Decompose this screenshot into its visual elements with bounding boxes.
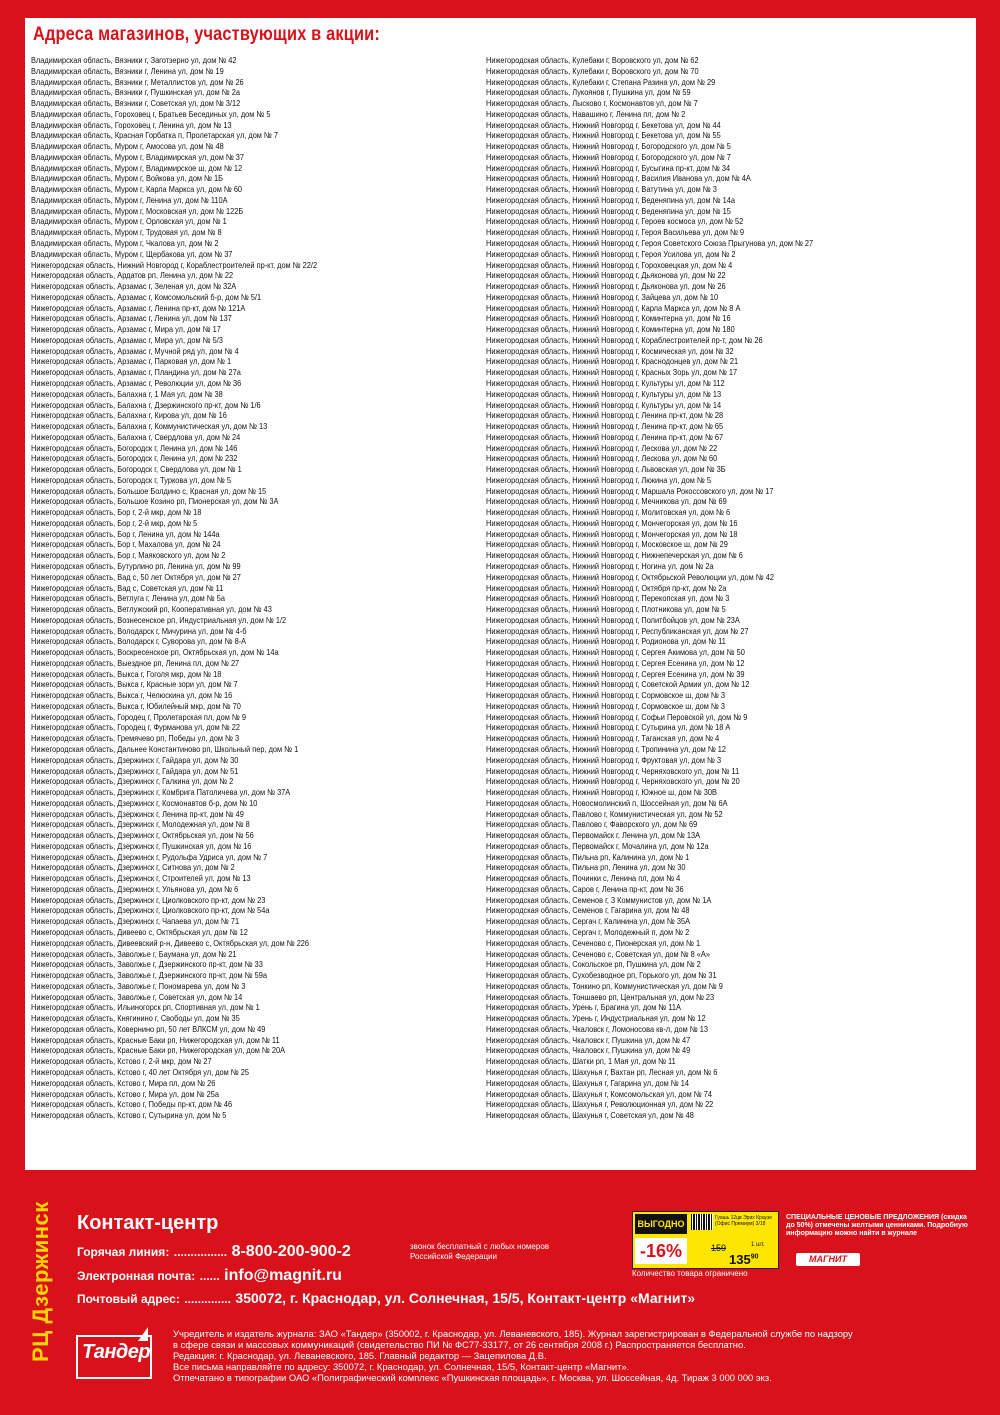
store-address: Нижегородская область, Семенов г, Гагарина ул, дом № 48 <box>486 905 690 916</box>
store-address: Нижегородская область, Нижний Новгород г, Сергея Есенина ул, дом № 12 <box>486 657 745 668</box>
store-address: Нижегородская область, Дзержинск г, Галкина ул, дом № 2 <box>31 776 234 787</box>
store-address: Нижегородская область, Кстово г, Мира пл, дом № 26 <box>31 1077 216 1088</box>
store-address: Нижегородская область, Нижний Новгород г, Мечникова ул, дом № 69 <box>486 496 727 507</box>
store-address: Нижегородская область, Дзержинск г, Ленина пр-кт, дом № 49 <box>31 808 244 819</box>
store-address: Нижегородская область, Нижний Новгород г, Черняховского ул, дом № 20 <box>486 776 740 787</box>
store-address: Нижегородская область, Дзержинск г, Строителей ул, дом № 13 <box>31 873 251 884</box>
store-address: Владимирская область, Муром г, Щербакова ул, дом № 37 <box>31 248 233 259</box>
store-address: Нижегородская область, Нижний Новгород г, Октября пр-кт, дом № 2а <box>486 582 727 593</box>
region-center-label: РЦ Дзержинск <box>28 1201 53 1362</box>
email-row <box>77 1267 342 1285</box>
store-address: Нижегородская область, Кулебаки г, Воровского ул, дом № 62 <box>486 55 699 65</box>
store-address: Нижегородская область, Сокольское рп, Пушкина ул, дом № 2 <box>486 959 701 970</box>
store-address: Нижегородская область, Нижний Новгород г, Космическая ул, дом № 32 <box>486 345 734 356</box>
store-address: Нижегородская область, Нижний Новгород г, Богородского ул, дом № 7 <box>486 151 731 162</box>
product-name: Гуашь 12цв Эрих Краузе (Офис Премиум) 3/18 <box>715 1215 773 1227</box>
store-address: Нижегородская область, Саров г, Ленина пр-кт, дом № 36 <box>486 883 684 894</box>
store-address: Нижегородская область, Нижний Новгород г, Карла Маркса ул, дом № 8 А <box>486 302 741 313</box>
store-address: Нижегородская область, Шахунья г, Гагарина ул, дом № 14 <box>486 1077 689 1088</box>
store-address: Нижегородская область, Выкса г, Юбилейный мкр, дом № 70 <box>31 700 241 711</box>
store-address: Нижегородская область, Нижний Новгород г, Гороховецкая ул, дом № 4 <box>486 259 733 270</box>
store-address: Владимирская область, Вязники г, Ленина ул, дом № 19 <box>31 65 224 76</box>
store-address: Нижегородская область, Нижний Новгород г, Черняховского ул, дом № 11 <box>486 765 740 776</box>
store-address: Нижегородская область, Нижний Новгород г, Молитовская ул, дом № 6 <box>486 507 731 518</box>
contact-center-heading: Контакт-центр <box>77 1212 219 1234</box>
store-address: Владимирская область, Красная Горбатка п, Пролетарская ул, дом № 7 <box>31 130 279 141</box>
store-address: Нижегородская область, Нижний Новгород г, Бекетова ул, дом № 55 <box>486 130 721 141</box>
store-address: Нижегородская область, Красные Баки рп, Нижегородская ул, дом № 20А <box>31 1045 286 1056</box>
store-address: Нижегородская область, Нижний Новгород г, Лескова ул, дом № 60 <box>486 453 718 464</box>
page-title: Адреса магазинов, участвующих в акции: <box>33 24 380 45</box>
store-address: Нижегородская область, Нижний Новгород г, Коминтерна ул, дом № 16 <box>486 313 731 324</box>
store-address: Нижегородская область, Балахна г, Дзержинского пр-кт, дом № 1/6 <box>31 399 261 410</box>
vygodno-label: ВЫГОДНО <box>635 1214 687 1234</box>
store-address: Нижегородская область, Нижний Новгород г, Таганская ул, дом № 4 <box>486 733 720 744</box>
store-address: Нижегородская область, Бор г, Маяковского ул, дом № 2 <box>31 550 226 561</box>
store-address: Нижегородская область, Нижний Новгород г, Тропинина ул, дом № 12 <box>486 744 727 754</box>
store-address: Нижегородская область, Нижний Новгород г, Ватутина ул, дом № 3 <box>486 184 717 195</box>
store-address: Нижегородская область, Тоншаево рп, Центральная ул, дом № 23 <box>486 991 715 1002</box>
store-address: Нижегородская область, Ковернино рп, 50 лет ВЛКСМ ул, дом № 49 <box>31 1023 266 1034</box>
store-address: Нижегородская область, Нижний Новгород г, Зайцева ул, дом № 10 <box>486 291 719 302</box>
store-address: Нижегородская область, Нижний Новгород г, Культуры ул, дом № 13 <box>486 388 722 399</box>
store-address: Нижегородская область, Дивеево с, Октябрьская ул, дом № 12 <box>31 927 248 938</box>
store-address: Нижегородская область, Арзамас г, Ленина ул, дом № 137 <box>31 313 232 324</box>
store-address: Нижегородская область, Тонкино рп, Коммунистическая ул, дом № 9 <box>486 980 723 991</box>
barcode-icon <box>691 1214 713 1230</box>
store-address: Нижегородская область, Балахна г, Кирова ул, дом № 16 <box>31 410 227 421</box>
store-address: Нижегородская область, Шахунья г, Комсомольская ул, дом № 74 <box>486 1088 712 1099</box>
store-address: Нижегородская область, Кстово г, 2-й мкр, дом № 27 <box>31 1056 212 1067</box>
store-address: Нижегородская область, Арзамас г, Мира ул, дом № 5/3 <box>31 334 223 345</box>
new-price-cents: 90 <box>750 1253 759 1261</box>
store-address: Нижегородская область, Нижний Новгород г, Дьяконова ул, дом № 22 <box>486 270 726 281</box>
store-address: Нижегородская область, Выездное рп, Ленина пл, дом № 27 <box>31 657 240 668</box>
store-address: Владимирская область, Вязники г, Пушкинская ул, дом № 2а <box>31 87 240 98</box>
store-address: Нижегородская область, Семенов г, 3 Коммунистов ул, дом № 1А <box>486 894 712 905</box>
store-address: Нижегородская область, Нижний Новгород г, Сутырина ул, дом № 18 А <box>486 722 731 733</box>
store-address: Нижегородская область, Кулебаки г, Воровского ул, дом № 70 <box>486 65 699 76</box>
store-address: Нижегородская область, Нижний Новгород г, Ленина пр-кт, дом № 28 <box>486 410 724 421</box>
store-address: Нижегородская область, Кстово г, Мира ул, дом № 25а <box>31 1088 219 1099</box>
address-list-right <box>486 55 866 1121</box>
store-address: Нижегородская область, Урень г, Индустриальная ул, дом № 12 <box>486 1013 706 1024</box>
store-address: Нижегородская область, Дзержинск г, Гайдара ул, дом № 30 <box>31 754 239 765</box>
store-address: Нижегородская область, Вознесенское рп, Индустриальная ул, дом № 1/2 <box>31 614 287 625</box>
store-address: Нижегородская область, Ардатов рп, Ленина ул, дом № 22 <box>31 270 234 281</box>
store-address: Нижегородская область, Нижний Новгород г, Героя Советского Союза Прыгунова ул, дом № 27 <box>486 238 814 249</box>
store-address: Нижегородская область, Воскресенское рп, Октябрьская ул, дом № 14а <box>31 647 279 658</box>
store-address: Нижегородская область, Первомайск г, Мочалина ул, дом № 12а <box>486 840 709 851</box>
store-address: Нижегородская область, Чкаловск г, Пушкина ул, дом № 49 <box>486 1045 691 1056</box>
store-address: Владимирская область, Гороховец г, Братьев Бесединых ул, дом № 5 <box>31 108 271 119</box>
store-address: Нижегородская область, Бор г, 2-й мкр, дом № 5 <box>31 517 198 528</box>
store-address: Нижегородская область, Володарск г, Мичурина ул, дом № 4-б <box>31 625 247 636</box>
imprint-line: Редакция: г. Краснодар, ул. Леваневского, 185. Главный редактор — Зацепилова Д.В. <box>173 1350 547 1361</box>
store-address: Нижегородская область, Нижний Новгород г, Политбойцов ул, дом № 23А <box>486 614 740 625</box>
store-address: Владимирская область, Муром г, Владимирская ул, дом № 37 <box>31 151 245 162</box>
store-address: Нижегородская область, Нижний Новгород г, Богородского ул, дом № 5 <box>486 141 731 152</box>
tander-flag-icon <box>138 1327 148 1341</box>
store-address: Нижегородская область, Гремячево рп, Победы ул, дом № 3 <box>31 733 240 744</box>
store-address: Владимирская область, Муром г, Орловская ул, дом № 1 <box>31 216 227 227</box>
postal-dots: .............. <box>184 1292 231 1306</box>
store-address: Нижегородская область, Нижний Новгород г, Героя Усилова ул, дом № 2 <box>486 248 736 259</box>
store-address: Нижегородская область, Нижний Новгород г, Сергея Есенина ул, дом № 39 <box>486 668 745 679</box>
store-address: Нижегородская область, Навашино г, Ленина пл, дом № 2 <box>486 108 686 119</box>
store-address: Нижегородская область, Заволжье г, Дзержинского пр-кт, дом № 59а <box>31 970 267 981</box>
tander-logo-text: Тандер <box>82 1341 151 1363</box>
hotline-label: Горячая линия: <box>77 1245 170 1259</box>
store-address: Нижегородская область, Нижний Новгород г, Краснодонцев ул, дом № 21 <box>486 356 739 367</box>
store-address: Нижегородская область, Богородск г, Свердлова ул, дом № 1 <box>31 464 242 475</box>
store-address: Нижегородская область, Чкаловск г, Ломоносова кв-л, дом № 13 <box>486 1023 708 1034</box>
store-address: Нижегородская область, Нижний Новгород г, Сормовское ш, дом № 3 <box>486 700 725 711</box>
postal-label: Почтовый адрес: <box>77 1292 180 1306</box>
store-address: Нижегородская область, Лукоянов г, Пушкина ул, дом № 59 <box>486 87 691 98</box>
imprint-line: Отпечатано в типографии ОАО «Полиграфический комплекс «Пушкинская площадь», г. Москва, ул. Шоссейная, 4д. Тираж 3 000 000 экз. <box>173 1372 772 1383</box>
store-address: Нижегородская область, Ветлуга г, Ленина ул, дом № 5а <box>31 593 226 604</box>
store-address: Нижегородская область, Нижний Новгород г, Кораблестроителей пр-т, дом № 26 <box>486 334 763 345</box>
store-address: Нижегородская область, Арзамас г, Пландина ул, дом № 27а <box>31 367 241 378</box>
store-address: Нижегородская область, Дзержинск г, Комбрига Патоличева ул, дом № 37А <box>31 787 291 798</box>
store-address: Нижегородская область, Выкса г, Красные зори ул, дом № 7 <box>31 679 238 690</box>
store-address: Нижегородская область, Кстово г, Победы пр-кт, дом № 46 <box>31 1099 233 1110</box>
store-address: Нижегородская область, Дивеевский р-н, Дивеево с, Октябрьская ул, дом № 226 <box>31 937 310 948</box>
store-address: Нижегородская область, Заволжье г, Советская ул, дом № 14 <box>31 991 243 1002</box>
store-address: Нижегородская область, Нижний Новгород г, Советской Армии ул, дом № 12 <box>486 679 750 690</box>
tander-logo <box>76 1327 160 1381</box>
store-address: Нижегородская область, Сухобезводное рп, Горького ул, дом № 31 <box>486 970 717 981</box>
store-address: Нижегородская область, Первомайск г, Ленина ул, дом № 13А <box>486 830 701 841</box>
postal-address: 350072, г. Краснодар, ул. Солнечная, 15/5, Контакт-центр «Магнит» <box>235 1290 696 1306</box>
store-address: Нижегородская область, Нижний Новгород г, Сормовское ш, дом № 3 <box>486 690 725 701</box>
store-address: Нижегородская область, Дзержинск г, Пушкинская ул, дом № 16 <box>31 840 252 851</box>
store-address: Нижегородская область, Нижний Новгород г, Бусыгина пр-кт, дом № 34 <box>486 162 731 173</box>
store-address: Нижегородская область, Пильна рп, Калинина ул, дом № 1 <box>486 851 690 862</box>
store-address: Владимирская область, Муром г, Войкова ул, дом № 1Б <box>31 173 224 184</box>
store-address: Нижегородская область, Выкса г, Челюскина ул, дом № 16 <box>31 690 233 701</box>
store-address: Владимирская область, Муром г, Московская ул, дом № 122Б <box>31 205 244 216</box>
discount-label: -16% <box>635 1238 687 1264</box>
store-address: Нижегородская область, Кулебаки г, Степана Разина ул, дом № 29 <box>486 76 716 87</box>
store-address: Нижегородская область, Красные Баки рп, Нижегородская ул, дом № 11 <box>31 1034 280 1045</box>
store-address: Нижегородская область, Бутурлино рп, Ленина ул, дом № 99 <box>31 560 241 571</box>
store-address: Владимирская область, Вязники г, Металлистов ул, дом № 26 <box>31 76 244 87</box>
store-address: Нижегородская область, Большое Козино рп, Пионерская ул, дом № 3А <box>31 496 279 507</box>
store-address: Нижегородская область, Выкса г, Гоголя мкр, дом № 18 <box>31 668 222 679</box>
store-address: Нижегородская область, Нижний Новгород г, Красных Зорь ул, дом № 17 <box>486 367 738 378</box>
store-address: Нижегородская область, Нижний Новгород г, Ногина ул, дом № 2а <box>486 560 714 571</box>
store-address: Нижегородская область, Бор г, Ленина ул, дом № 144а <box>31 528 220 539</box>
store-address: Нижегородская область, Шахунья г, Вахтан рп, Лесная ул, дом № 6 <box>486 1066 718 1077</box>
email-dots: ...... <box>199 1269 220 1283</box>
store-address: Нижегородская область, Бор г, 2-й мкр, дом № 18 <box>31 507 202 518</box>
store-address: Нижегородская область, Нижний Новгород г, Мончегорская ул, дом № 18 <box>486 528 738 539</box>
store-address: Нижегородская область, Дзержинск г, Циолковского пр-кт, дом № 54а <box>31 905 270 916</box>
store-address: Нижегородская область, Вад с, Советская ул, дом № 11 <box>31 582 224 593</box>
store-address: Нижегородская область, Дзержинск г, Гайдара ул, дом № 51 <box>31 765 239 776</box>
store-address: Нижегородская область, Арзамас г, Комсомольский б-р, дом № 5/1 <box>31 291 262 302</box>
store-address: Нижегородская область, Дзержинск г, Космонавтов б-р, дом № 10 <box>31 797 258 808</box>
store-address: Нижегородская область, Нижний Новгород г, Ленина пр-кт, дом № 67 <box>486 431 724 442</box>
store-address: Нижегородская область, Дальнее Константиново рп, Школьный пер, дом № 1 <box>31 744 299 754</box>
hotline-number[interactable]: 8-800-200-900-2 <box>231 1243 351 1260</box>
store-address: Нижегородская область, Нижний Новгород г, Мончегорская ул, дом № 16 <box>486 517 738 528</box>
store-address: Нижегородская область, Шахунья г, Советская ул, дом № 48 <box>486 1110 694 1121</box>
store-address: Нижегородская область, Нижний Новгород г, Львовская ул, дом № 3Б <box>486 464 726 475</box>
store-address: Нижегородская область, Нижний Новгород г, Веденяпина ул, дом № 14а <box>486 194 735 205</box>
store-address: Владимирская область, Муром г, Амосова ул, дом № 48 <box>31 141 224 152</box>
store-address: Нижегородская область, Володарск г, Суворова ул, дом № 8-А <box>31 636 247 647</box>
hotline-row <box>77 1243 351 1261</box>
store-address: Владимирская область, Муром г, Карла Маркса ул, дом № 60 <box>31 184 243 195</box>
store-address: Нижегородская область, Сеченово с, Советская ул, дом № 8 «А» <box>486 948 710 959</box>
store-address: Нижегородская область, Нижний Новгород г, Софьи Перовской ул, дом № 9 <box>486 711 748 722</box>
store-address: Нижегородская область, Нижний Новгород г, Бекетова ул, дом № 44 <box>486 119 721 130</box>
store-address: Нижегородская область, Ветлужский рп, Кооперативная ул, дом № 43 <box>31 604 272 615</box>
postal-row <box>77 1290 695 1308</box>
store-address: Нижегородская область, Дзержинск г, Чапаева ул, дом № 71 <box>31 916 240 927</box>
store-address: Нижегородская область, Балахна г, Коммунистическая ул, дом № 13 <box>31 421 268 432</box>
imprint-line: Все письма направляйте по адресу: 350072, г. Краснодар, ул. Солнечная, 15/5, Контакт-центр «Магнит». <box>173 1361 630 1372</box>
magnit-logo: МАГНИТ <box>796 1253 860 1266</box>
store-address: Нижегородская область, Арзамас г, Зеленая ул, дом № 32А <box>31 281 237 292</box>
store-address: Нижегородская область, Нижний Новгород г, Кораблестроителей пр-кт, дом № 22/2 <box>31 259 318 270</box>
store-address: Нижегородская область, Дзержинск г, Октябрьская ул, дом № 56 <box>31 830 254 841</box>
store-address: Нижегородская область, Городец г, Пролетарская пл, дом № 9 <box>31 711 246 722</box>
store-address: Нижегородская область, Починки с, Ленина пл, дом № 4 <box>486 873 681 884</box>
store-address: Нижегородская область, Нижний Новгород г, Октябрьской Революции ул, дом № 42 <box>486 571 774 582</box>
new-price <box>729 1252 759 1267</box>
store-address: Нижегородская область, Княгинино г, Свободы ул, дом № 35 <box>31 1013 240 1024</box>
store-address: Нижегородская область, Нижний Новгород г, Героев космоса ул, дом № 52 <box>486 216 744 227</box>
store-address: Нижегородская область, Нижний Новгород г, Маршала Рокоссовского ул, дом № 17 <box>486 485 774 496</box>
store-address: Нижегородская область, Богородск г, Туркова ул, дом № 5 <box>31 474 231 485</box>
publisher-imprint <box>173 1328 973 1383</box>
price-tag-example <box>632 1211 779 1269</box>
store-address: Нижегородская область, Пильна рп, Ленина ул, дом № 30 <box>486 862 686 873</box>
store-address: Нижегородская область, Нижний Новгород г, Веденяпина ул, дом № 15 <box>486 205 731 216</box>
address-list-left <box>31 55 364 1121</box>
store-address: Нижегородская область, Заволжье г, Дзержинского пр-кт, дом № 33 <box>31 959 263 970</box>
imprint-line: в сфере связи и массовых коммуникаций (свидетельство ПИ № ФС77-33177, от 26 сентября 2008 г.) Распространяется бесплатно. <box>173 1339 746 1350</box>
store-address: Нижегородская область, Нижний Новгород г, Перекопская ул, дом № 3 <box>486 593 730 604</box>
store-address: Нижегородская область, Сеченово с, Пионерская ул, дом № 1 <box>486 937 701 948</box>
store-address: Нижегородская область, Дзержинск г, Молодежная ул, дом № 8 <box>31 819 250 830</box>
store-address: Нижегородская область, Ильиногорск рп, Спортивная ул, дом № 1 <box>31 1002 260 1013</box>
price-unit: 1 шт. <box>751 1242 765 1248</box>
email-label: Электронная почта: <box>77 1269 196 1283</box>
store-address: Нижегородская область, Шатки рп, 1 Мая ул, дом № 11 <box>486 1056 676 1067</box>
store-address: Владимирская область, Муром г, Ленина ул, дом № 110А <box>31 194 228 205</box>
store-address: Нижегородская область, Кстово г, Сутырина ул, дом № 5 <box>31 1110 227 1121</box>
store-address: Нижегородская область, Дзержинск г, Рудольфа Удриса ул, дом № 7 <box>31 851 268 862</box>
store-address: Нижегородская область, Кстово г, 40 лет Октября ул, дом № 25 <box>31 1066 249 1077</box>
store-address: Нижегородская область, Нижний Новгород г, Сергея Акимова ул, дом № 50 <box>486 647 745 658</box>
imprint-line: Учредитель и издатель журнала: ЗАО «Тандер» (350002, г. Краснодар, ул. Леваневского, 185). Журнал зарегистрирован в Федеральной службе по надзору <box>173 1328 853 1339</box>
store-address: Нижегородская область, Новосмолинский п, Шоссейная ул, дом № 6А <box>486 797 728 808</box>
store-address: Нижегородская область, Балахна г, Свердлова ул, дом № 24 <box>31 431 241 442</box>
store-address: Нижегородская область, Нижний Новгород г, Республиканская ул, дом № 27 <box>486 625 749 636</box>
store-address: Нижегородская область, Дзержинск г, Ситнова ул, дом № 2 <box>31 862 235 873</box>
store-address: Нижегородская область, Нижний Новгород г, Плотникова ул, дом № 5 <box>486 604 726 615</box>
store-address: Нижегородская область, Сергач г, Молодежный п, дом № 2 <box>486 927 690 938</box>
store-address: Нижегородская область, Заволжье г, Пономарева ул, дом № 3 <box>31 980 246 991</box>
store-address: Нижегородская область, Вад с, 50 лет Октября ул, дом № 27 <box>31 571 241 582</box>
store-address: Владимирская область, Муром г, Чкалова ул, дом № 2 <box>31 238 219 249</box>
store-address: Нижегородская область, Чкаловск г, Пушкина ул, дом № 47 <box>486 1034 691 1045</box>
limited-quantity-note: Количество товара ограничено <box>632 1269 748 1278</box>
store-address: Нижегородская область, Арзамас г, Мучной ряд ул, дом № 4 <box>31 345 239 356</box>
store-address: Нижегородская область, Большое Болдино с, Красная ул, дом № 15 <box>31 485 267 496</box>
store-address: Нижегородская область, Нижний Новгород г, Люкина ул, дом № 5 <box>486 474 712 485</box>
store-address: Нижегородская область, Шахунья г, Революционная ул, дом № 22 <box>486 1099 714 1110</box>
store-address: Нижегородская область, Павлово г, Коммунистическая ул, дом № 52 <box>486 808 723 819</box>
store-address: Нижегородская область, Нижний Новгород г, Южное ш, дом № 30В <box>486 787 717 798</box>
store-address: Нижегородская область, Арзамас г, Ленина пр-кт, дом № 121А <box>31 302 246 313</box>
store-address: Нижегородская область, Нижний Новгород г, Коминтерна ул, дом № 180 <box>486 324 735 335</box>
store-address: Нижегородская область, Нижний Новгород г, Московское ш, дом № 29 <box>486 539 728 550</box>
hotline-note: звонок бесплатный с любых номеров Российской Федерации <box>410 1242 550 1261</box>
store-address: Нижегородская область, Бор г, Махалова ул, дом № 24 <box>31 539 221 550</box>
old-price: 159 <box>711 1243 727 1253</box>
store-address: Нижегородская область, Нижний Новгород г, Василия Иванова ул, дом № 4А <box>486 173 751 184</box>
new-price-main: 135 <box>729 1252 751 1267</box>
store-address: Нижегородская область, Урень г, Брагина ул, дом № 11А <box>486 1002 681 1013</box>
store-address: Владимирская область, Вязники г, Советская ул, дом № 3/12 <box>31 98 241 109</box>
store-address: Владимирская область, Муром г, Трудовая ул, дом № 8 <box>31 227 222 238</box>
store-address: Нижегородская область, Нижний Новгород г, Лескова ул, дом № 22 <box>486 442 718 453</box>
store-address: Нижегородская область, Богородск г, Ленина ул, дом № 232 <box>31 453 238 464</box>
store-address: Нижегородская область, Арзамас г, Парковая ул, дом № 1 <box>31 356 232 367</box>
store-address: Владимирская область, Гороховец г, Ленина ул, дом № 13 <box>31 119 232 130</box>
store-address: Нижегородская область, Сергач г, Калинина ул, дом № 35А <box>486 916 691 927</box>
store-address: Нижегородская область, Нижний Новгород г, Культуры ул, дом № 112 <box>486 377 725 388</box>
email-link[interactable]: info@magnit.ru <box>224 1267 342 1284</box>
store-address: Владимирская область, Вязники г, Заготзерно ул, дом № 42 <box>31 55 237 65</box>
store-address: Нижегородская область, Нижний Новгород г, Фруктовая ул, дом № 3 <box>486 754 722 765</box>
special-offers-text: СПЕЦИАЛЬНЫЕ ЦЕНОВЫЕ ПРЕДЛОЖЕНИЯ (скидка до 50%) отмечены желтыми ценниками. Подробную информацию можно найти в журнале <box>786 1214 968 1237</box>
store-address: Нижегородская область, Нижний Новгород г, Героя Васильева ул, дом № 9 <box>486 227 745 238</box>
store-address: Нижегородская область, Павлово г, Фаворского ул, дом № 69 <box>486 819 698 830</box>
store-address: Нижегородская область, Нижний Новгород г, Нижнепечерская ул, дом № 6 <box>486 550 743 561</box>
store-address: Нижегородская область, Дзержинск г, Циолковского пр-кт, дом № 23 <box>31 894 266 905</box>
store-address: Нижегородская область, Арзамас г, Революции ул, дом № 36 <box>31 377 242 388</box>
store-address: Нижегородская область, Городец г, Фурманова ул, дом № 22 <box>31 722 240 733</box>
store-address: Нижегородская область, Богородск г, Ленина ул, дом № 146 <box>31 442 238 453</box>
store-address: Владимирская область, Муром г, Владимирское ш, дом № 12 <box>31 162 243 173</box>
store-address: Нижегородская область, Балахна г, 1 Мая ул, дом № 38 <box>31 388 223 399</box>
hotline-dots: ................ <box>173 1245 228 1259</box>
store-address: Нижегородская область, Дзержинск г, Ульянова ул, дом № 6 <box>31 883 239 894</box>
store-address: Нижегородская область, Лысково г, Космонавтов ул, дом № 7 <box>486 98 698 109</box>
store-address: Нижегородская область, Нижний Новгород г, Ленина пр-кт, дом № 65 <box>486 421 724 432</box>
store-address: Нижегородская область, Нижний Новгород г, Родионова ул, дом № 11 <box>486 636 726 647</box>
store-address: Нижегородская область, Нижний Новгород г, Культуры ул, дом № 14 <box>486 399 722 410</box>
store-address: Нижегородская область, Заволжье г, Баумана ул, дом № 21 <box>31 948 237 959</box>
store-address: Нижегородская область, Арзамас г, Мира ул, дом № 17 <box>31 324 221 335</box>
store-address: Нижегородская область, Нижний Новгород г, Дьяконова ул, дом № 26 <box>486 281 726 292</box>
